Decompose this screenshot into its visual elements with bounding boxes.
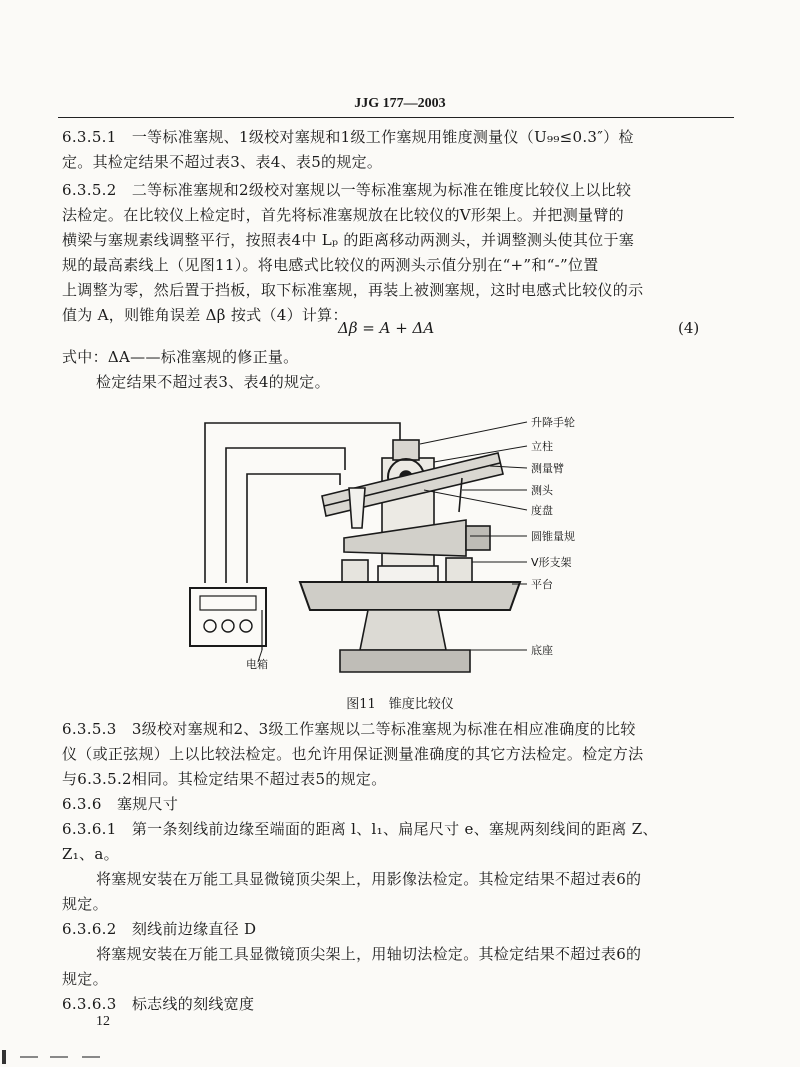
label-electric-box: 电箱 bbox=[246, 658, 268, 671]
page-number: 12 bbox=[96, 1014, 110, 1029]
scan-mark bbox=[2, 1050, 6, 1064]
label-base: 底座 bbox=[531, 644, 553, 657]
paragraph-line: 规定。 bbox=[62, 895, 108, 913]
equation: Δβ = A + ΔA bbox=[338, 319, 435, 337]
paragraph-line: 规定。 bbox=[62, 970, 108, 988]
label-lifting-handwheel: 升降手轮 bbox=[531, 416, 575, 429]
scan-mark bbox=[50, 1056, 68, 1058]
scan-mark bbox=[20, 1056, 38, 1058]
figure-caption: 图11 锥度比较仪 bbox=[346, 697, 454, 712]
label-v-support: V形支架 bbox=[531, 556, 572, 569]
paragraph-line: 与6.3.5.2相同。其检定结果不超过表5的规定。 bbox=[62, 770, 387, 788]
where-clause: 式中：ΔA——标准塞规的修正量。 bbox=[62, 348, 299, 366]
label-column: 立柱 bbox=[531, 440, 553, 453]
paragraph-line: 仪（或正弦规）上以比较法检定。也允许用保证测量准确度的其它方法检定。检定方法 bbox=[62, 745, 644, 763]
header-rule bbox=[58, 117, 734, 118]
section-heading: 6.3.6.2 刻线前边缘直径 D bbox=[62, 920, 257, 938]
paragraph-line: 法检定。在比较仪上检定时，首先将标准塞规放在比较仪的V形架上。并把测量臂的 bbox=[62, 206, 624, 224]
section-heading: 6.3.6.3 标志线的刻线宽度 bbox=[62, 995, 255, 1013]
equation-number: (4) bbox=[678, 319, 700, 337]
label-dial: 度盘 bbox=[531, 504, 553, 517]
paragraph-line: 6.3.5.3 3级校对塞规和2、3级工作塞规以二等标准塞规为标准在相应准确度的比较 bbox=[62, 720, 636, 738]
label-probe: 测头 bbox=[531, 484, 553, 497]
paragraph-line: 将塞规安装在万能工具显微镜顶尖架上，用轴切法检定。其检定结果不超过表6的 bbox=[96, 945, 642, 963]
label-measuring-arm: 测量臂 bbox=[531, 462, 564, 475]
running-header: JJG 177—2003 bbox=[354, 96, 446, 111]
paragraph-line: 规的最高素线上（见图11）。将电感式比较仪的两测头示值分别在“+”和“-”位置 bbox=[62, 256, 599, 274]
label-cone-gauge: 圆锥量规 bbox=[531, 530, 575, 543]
paragraph-line: 将塞规安装在万能工具显微镜顶尖架上，用影像法检定。其检定结果不超过表6的 bbox=[96, 870, 642, 888]
paragraph-line: Z₁、a。 bbox=[62, 845, 119, 863]
result-line: 检定结果不超过表3、表4的规定。 bbox=[96, 373, 330, 391]
paragraph-line: 定。其检定结果不超过表3、表4、表5的规定。 bbox=[62, 153, 383, 171]
scan-mark bbox=[82, 1056, 100, 1058]
paragraph-line: 6.3.5.2 二等标准塞规和2级校对塞规以一等标准塞规为标准在锥度比较仪上以比较 bbox=[62, 181, 632, 199]
paragraph-line: 值为 A，则锥角误差 Δβ 按式（4）计算： bbox=[62, 306, 348, 324]
paragraph-line: 横梁与塞规素线调整平行，按照表4中 Lₚ 的距离移动两测头，并调整测头使其位于塞 bbox=[62, 231, 635, 249]
comparator-figure bbox=[0, 400, 800, 690]
label-platform: 平台 bbox=[531, 578, 553, 591]
paragraph-line: 6.3.6.1 第一条刻线前边缘至端面的距离 l、l₁、扁尾尺寸 e、塞规两刻线间的距离 Z、 bbox=[62, 820, 658, 838]
paragraph-line: 6.3.5.1 一等标准塞规、1级校对塞规和1级工作塞规用锥度测量仪（U₉₉≤0.3″）检 bbox=[62, 128, 634, 146]
paragraph-line: 上调整为零，然后置于挡板，取下标准塞规，再装上被测塞规，这时电感式比较仪的示 bbox=[62, 281, 644, 299]
section-heading: 6.3.6 塞规尺寸 bbox=[62, 795, 179, 813]
